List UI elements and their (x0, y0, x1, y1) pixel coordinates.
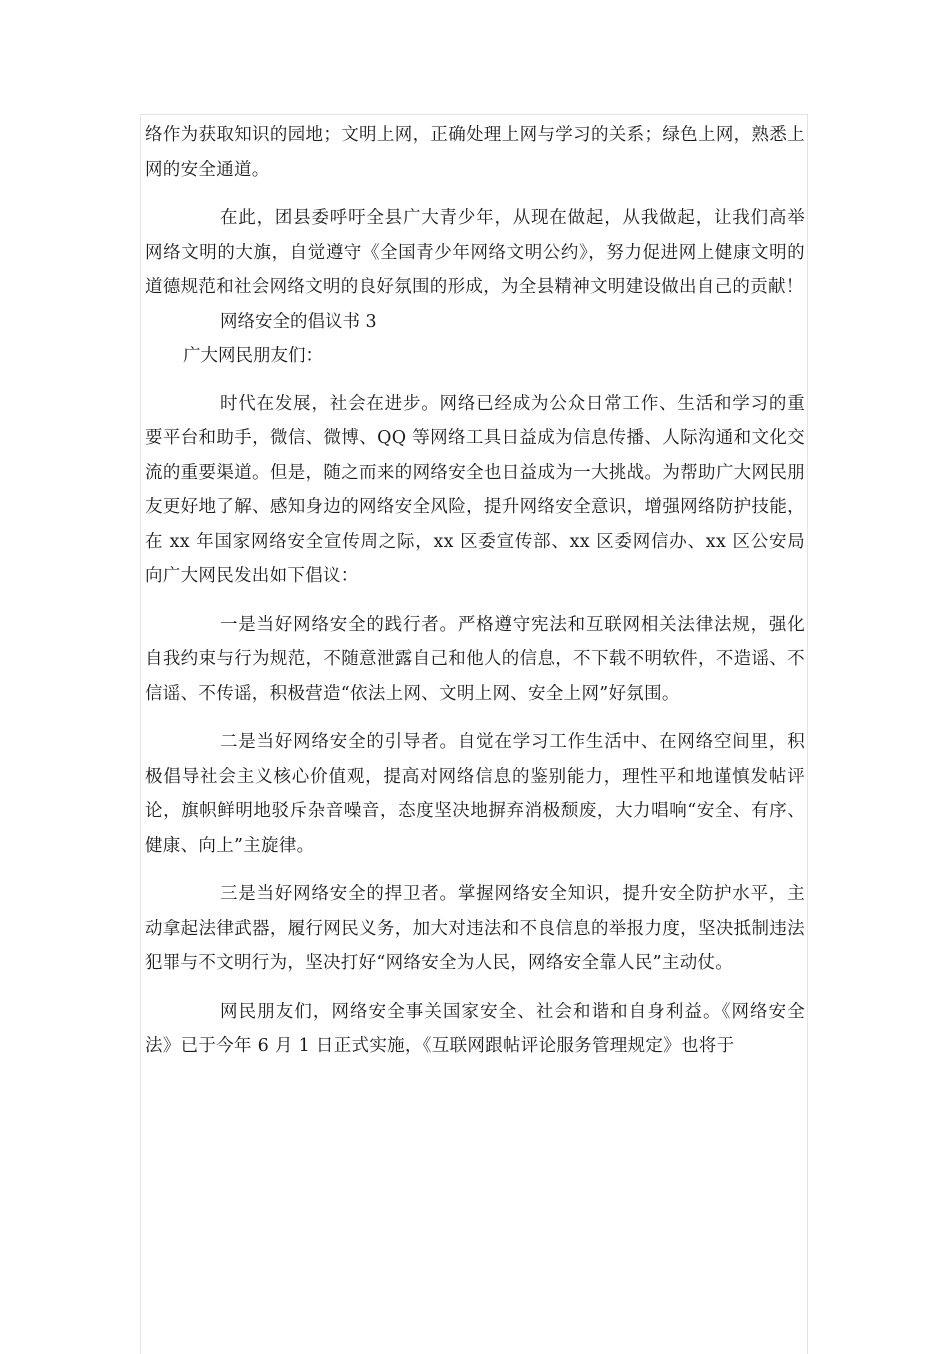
paragraph-point-one: 一是当好网络安全的践行者。严格遵守宪法和互联网相关法律法规，强化自我约束与行为规范，不随意泄露自己和他人的信息，不下载不明软件，不造谣、不信谣、不传谣，积极营造“依法上网、文明上网、安全上网”好氛围。 (145, 614, 805, 704)
paragraph-point-three: 三是当好网络安全的捍卫者。掌握网络安全知识，提升安全防护水平，主动拿起法律武器，履行网民义务，加大对违法和不良信息的举报力度，坚决抵制违法犯罪与不文明行为，坚决打好“网络安全为人民，网络安全靠人民”主动仗。 (145, 884, 805, 973)
document-body (145, 118, 805, 1064)
paragraph-continued: 络作为获取知识的园地；文明上网，正确处理上网与学习的关系；绿色上网，熟悉上网的安全通道。 (145, 125, 805, 180)
paragraph-closing: 网民朋友们，网络安全事关国家安全、社会和谐和自身利益。《网络安全法》已于今年 6 月 1 日正式实施，《互联网跟帖评论服务管理规定》也将于 (145, 1001, 805, 1056)
paragraph-intro: 时代在发展，社会在进步。网络已经成为公众日常工作、生活和学习的重要平台和助手，微信、微博、QQ 等网络工具日益成为信息传播、人际沟通和文化交流的重要渠道。但是，随之而来的网络安全也日益成为一大挑战。为帮助广大网民朋友更好地了解、感知身边的网络安全风险，提升网络安全意识，增强网络防护技能，在 xx 年国家网络安全宣传周之际，xx 区委宣传部、xx 区委网信办、xx 区公安局向广大网民发出如下倡议： (145, 393, 805, 586)
paragraph-call-to-youth: 在此，团县委呼吁全县广大青少年，从现在做起，从我做起，让我们高举网络文明的大旗，自觉遵守《全国青少年网络文明公约》，努力促进网上健康文明的道德规范和社会网络文明的良好氛围的形成，为全县精神文明建设做出自己的贡献！ (145, 208, 805, 297)
salutation: 广大网民朋友们： (183, 345, 323, 366)
section-heading: 网络安全的倡议书 3 (220, 311, 377, 332)
paragraph-point-two: 二是当好网络安全的引导者。自觉在学习工作生活中、在网络空间里，积极倡导社会主义核心价值观，提高对网络信息的鉴别能力，理性平和地谨慎发帖评论，旗帜鲜明地驳斥杂音噪音，态度坚决地摒弃消极颓废，大力唱响“安全、有序、健康、向上”主旋律。 (145, 732, 805, 856)
